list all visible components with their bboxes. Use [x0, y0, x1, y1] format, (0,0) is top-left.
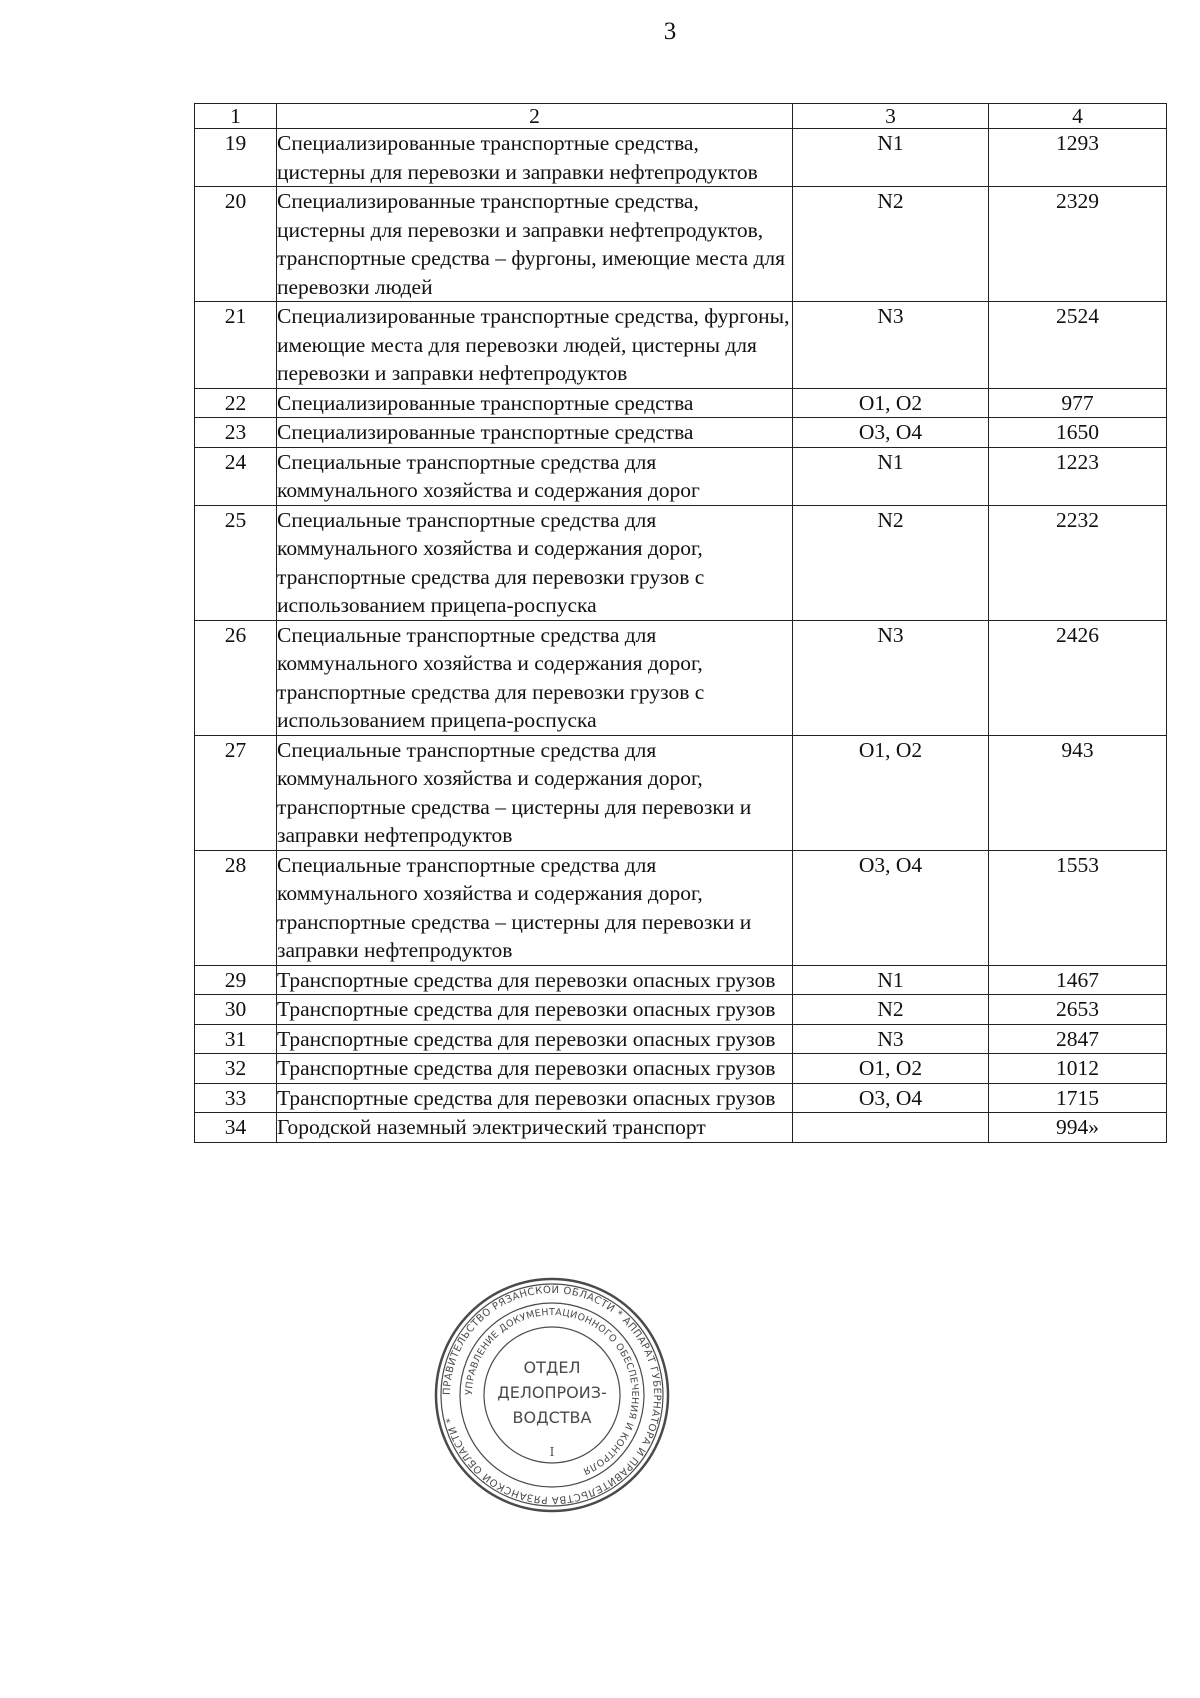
table-row [195, 302, 1167, 389]
vehicle-category-cell: N3 [793, 302, 989, 389]
table-row [195, 129, 1167, 187]
official-stamp [433, 1276, 671, 1514]
stamp-line-2: ДЕЛОПРОИЗ- [497, 1383, 607, 1402]
table-header-row [195, 104, 1167, 129]
page-number: 3 [663, 18, 677, 45]
stamp-mark: I [549, 1445, 555, 1459]
row-number-cell: 30 [195, 995, 277, 1025]
vehicle-type-cell: Транспортные средства для перевозки опасных грузов [277, 1054, 793, 1084]
tariff-value-cell: 2329 [989, 187, 1167, 302]
table-row [195, 1083, 1167, 1113]
table-row [195, 418, 1167, 448]
tariff-value-cell: 1012 [989, 1054, 1167, 1084]
stamp-line-1: ОТДЕЛ [523, 1358, 581, 1377]
row-number-cell: 24 [195, 447, 277, 505]
vehicle-type-cell: Транспортные средства для перевозки опасных грузов [277, 1083, 793, 1113]
vehicle-type-cell: Специальные транспортные средства для коммунального хозяйства и содержания дорог, транспортные средства – цистерны для перевозки и заправки нефтепродуктов [277, 735, 793, 850]
vehicle-category-cell: N2 [793, 505, 989, 620]
row-number-cell: 33 [195, 1083, 277, 1113]
tariff-value-cell: 2653 [989, 995, 1167, 1025]
row-number-cell: 22 [195, 388, 277, 418]
vehicle-type-cell: Специальные транспортные средства для коммунального хозяйства и содержания дорог [277, 447, 793, 505]
row-number-cell: 23 [195, 418, 277, 448]
vehicle-type-cell: Специализированные транспортные средства, фургоны, имеющие места для перевозки людей, цистерны для перевозки и заправки нефтепродуктов [277, 302, 793, 389]
stamp-line-3: ВОДСТВА [512, 1408, 592, 1427]
row-number-cell: 19 [195, 129, 277, 187]
table-row [195, 620, 1167, 735]
vehicle-category-cell [793, 1113, 989, 1143]
vehicle-category-cell: N2 [793, 995, 989, 1025]
table-row [195, 505, 1167, 620]
vehicle-category-cell: N1 [793, 447, 989, 505]
tariff-value-cell: 1650 [989, 418, 1167, 448]
vehicle-type-cell: Специализированные транспортные средства, цистерны для перевозки и заправки нефтепродуктов, транспортные средства – фургоны, имеющие места для перевозки людей [277, 187, 793, 302]
vehicle-type-cell: Специализированные транспортные средства [277, 418, 793, 448]
vehicle-category-cell: O3, O4 [793, 850, 989, 965]
vehicle-category-cell: O3, O4 [793, 1083, 989, 1113]
tariff-value-cell: 1467 [989, 965, 1167, 995]
table-row [195, 1113, 1167, 1143]
vehicle-type-cell: Специализированные транспортные средства, цистерны для перевозки и заправки нефтепродуктов [277, 129, 793, 187]
table-row [195, 1024, 1167, 1054]
vehicle-category-cell: N1 [793, 965, 989, 995]
tariff-value-cell: 2847 [989, 1024, 1167, 1054]
row-number-cell: 34 [195, 1113, 277, 1143]
vehicle-type-cell: Городской наземный электрический транспорт [277, 1113, 793, 1143]
row-number-cell: 25 [195, 505, 277, 620]
table-row [195, 388, 1167, 418]
tariff-value-cell: 2232 [989, 505, 1167, 620]
stamp-seal [433, 1276, 671, 1514]
table-row [195, 850, 1167, 965]
table-row [195, 965, 1167, 995]
tariff-value-cell: 1223 [989, 447, 1167, 505]
tariff-value-cell: 977 [989, 388, 1167, 418]
vehicle-category-cell: N3 [793, 1024, 989, 1054]
vehicle-type-cell: Транспортные средства для перевозки опасных грузов [277, 965, 793, 995]
tariff-value-cell: 994» [989, 1113, 1167, 1143]
column-header-3: 3 [793, 104, 989, 129]
vehicle-type-cell: Специальные транспортные средства для коммунального хозяйства и содержания дорог, транспортные средства – цистерны для перевозки и заправки нефтепродуктов [277, 850, 793, 965]
vehicle-type-cell: Транспортные средства для перевозки опасных грузов [277, 1024, 793, 1054]
tariff-value-cell: 943 [989, 735, 1167, 850]
tariff-value-cell: 2426 [989, 620, 1167, 735]
stamp-inner-text: УПРАВЛЕНИЕ ДОКУМЕНТАЦИОННОГО ОБЕСПЕЧЕНИЯ И КОНТРОЛЯ [463, 1306, 641, 1477]
vehicle-category-cell: N2 [793, 187, 989, 302]
column-header-1: 1 [195, 104, 277, 129]
vehicle-category-cell: N1 [793, 129, 989, 187]
table-body [195, 129, 1167, 1143]
row-number-cell: 26 [195, 620, 277, 735]
column-header-4: 4 [989, 104, 1167, 129]
row-number-cell: 27 [195, 735, 277, 850]
tariff-value-cell: 2524 [989, 302, 1167, 389]
row-number-cell: 28 [195, 850, 277, 965]
vehicle-category-cell: O1, O2 [793, 388, 989, 418]
row-number-cell: 20 [195, 187, 277, 302]
vehicle-category-cell: O1, O2 [793, 735, 989, 850]
table-row [195, 1054, 1167, 1084]
vehicle-category-cell: O3, O4 [793, 418, 989, 448]
vehicle-type-cell: Транспортные средства для перевозки опасных грузов [277, 995, 793, 1025]
row-number-cell: 31 [195, 1024, 277, 1054]
tariff-value-cell: 1715 [989, 1083, 1167, 1113]
vehicle-category-cell: O1, O2 [793, 1054, 989, 1084]
row-number-cell: 21 [195, 302, 277, 389]
vehicle-type-cell: Специальные транспортные средства для коммунального хозяйства и содержания дорог, транспортные средства для перевозки грузов с использованием прицепа-роспуска [277, 505, 793, 620]
table-row [195, 187, 1167, 302]
vehicle-type-cell: Специальные транспортные средства для коммунального хозяйства и содержания дорог, транспортные средства для перевозки грузов с использованием прицепа-роспуска [277, 620, 793, 735]
table-row [195, 735, 1167, 850]
row-number-cell: 29 [195, 965, 277, 995]
vehicle-category-cell: N3 [793, 620, 989, 735]
row-number-cell: 32 [195, 1054, 277, 1084]
table-row [195, 447, 1167, 505]
tariff-table [194, 103, 1167, 1143]
table-row [195, 995, 1167, 1025]
vehicle-type-cell: Специализированные транспортные средства [277, 388, 793, 418]
tariff-value-cell: 1553 [989, 850, 1167, 965]
stamp-outer-text: ПРАВИТЕЛЬСТВО РЯЗАНСКОЙ ОБЛАСТИ * АППАРАТ ГУБЕРНАТОРА И ПРАВИТЕЛЬСТВА РЯЗАНСКОЙ ОБЛАСТИ * [441, 1284, 663, 1506]
column-header-2: 2 [277, 104, 793, 129]
tariff-value-cell: 1293 [989, 129, 1167, 187]
